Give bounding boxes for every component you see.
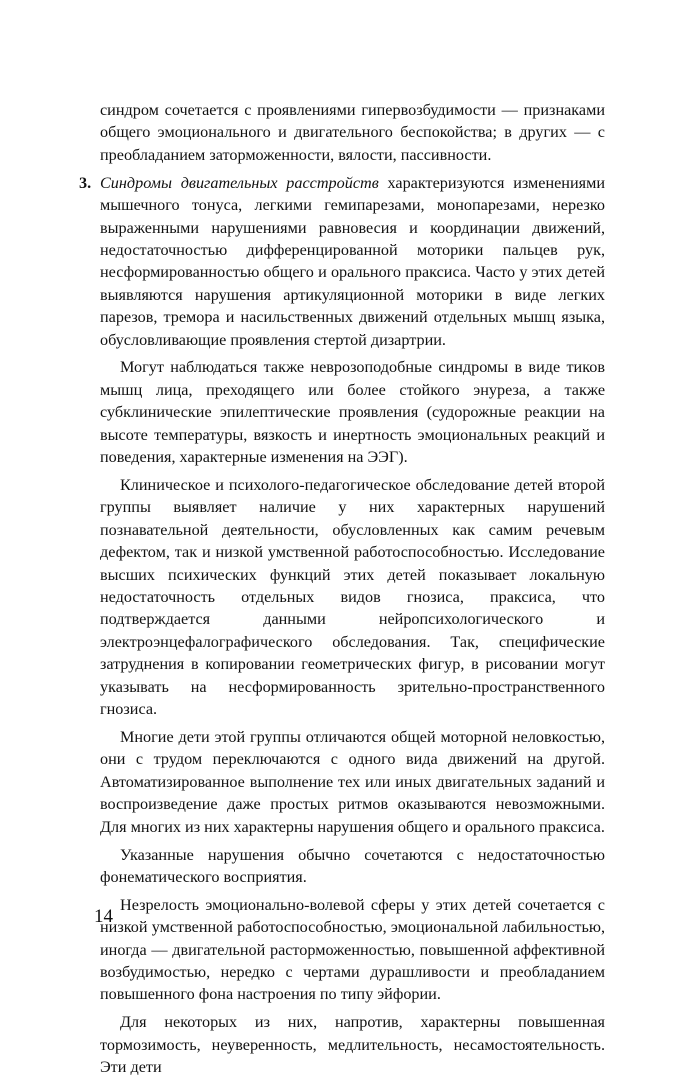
paragraph-clinical-examination: Клиническое и психолого-педагогическое обследование детей второй группы выявляет наличие у них характерных нарушений познавательной деятельности, обусловленных как самим речевым дефектом, так и низкой умственной работоспособностью. Исследование высших психических функций этих детей показывает локальную недостаточность отдельных видов гнозиса, праксиса, что подтверждается данными нейропсихологического и электроэнцефалографического обследования. Так, специфические затруднения в копировании геометрических фигур, в рисовании могут указывать на несформированность зрительно-пространственного гнозиса. — [100, 476, 605, 719]
body-text — [79, 99, 605, 1084]
paragraph-phonemic-perception: Указанные нарушения обычно сочетаются с недостаточностью фонематического восприятия. — [100, 845, 605, 886]
paragraph-neurosis-syndromes: Могут наблюдаться также неврозоподобные синдромы в виде тиков мышц лица, преходящего или более стойкого энуреза, а также субклинические эпилептические проявления (судорожные реакции на высоте температуры, вязкость и инертность эмоциональных реакций и поведения, характерные изменения на ЭЭГ). — [100, 358, 605, 467]
list-item-text: характеризуются изменениями мышечного тонуса, легкими гемипарезами, монопарезами, нерезко выраженными нарушениями равновесия и координации движений, недостаточностью дифференцированной моторики пальцев рук, несформированностью общего и орального праксиса. Часто у этих детей выявляются нарушения артикуляционной моторики в виде легких парезов, тремора и насильственных движений отдельных мышц языка, обусловливающие проявления стертой дизартрии. — [100, 173, 605, 349]
list-item-term: Синдромы двигательных расстройств — [100, 173, 379, 192]
list-item-3 — [79, 172, 605, 351]
list-item-number: 3. — [79, 173, 92, 192]
paragraph-motor-clumsiness: Многие дети этой группы отличаются общей моторной неловкостью, они с трудом переключаются с одного вида движений на другой. Автоматизированное выполнение тех или иных двигательных заданий и воспроизведение даже простых ритмов оказываются невозможными. Для многих из них характерны нарушения общего и орального праксиса. — [100, 727, 605, 836]
paragraph-emotional-immaturity: Незрелость эмоционально-волевой сферы у этих детей сочетается с низкой умственной работоспособностью, эмоциональной лабильностью, иногда — двигательной расторможенностью, повышенной аффективной возбудимостью, нередко с чертами дурашливости и преобладанием повышенного фона настроения по типу эйфории. — [100, 895, 605, 1004]
paragraph-inhibition: Для некоторых из них, напротив, характерны повышенная тормозимость, неуверенность, медлительность, несамостоятельность. Эти дети — [100, 1013, 605, 1077]
continuation-paragraph: синдром сочетается с проявлениями гипервозбудимости — признаками общего эмоционального и двигательного беспокойства; в других — с преобладанием заторможенности, вялости, пассивности. — [100, 101, 605, 164]
page-number: 14 — [94, 906, 113, 927]
